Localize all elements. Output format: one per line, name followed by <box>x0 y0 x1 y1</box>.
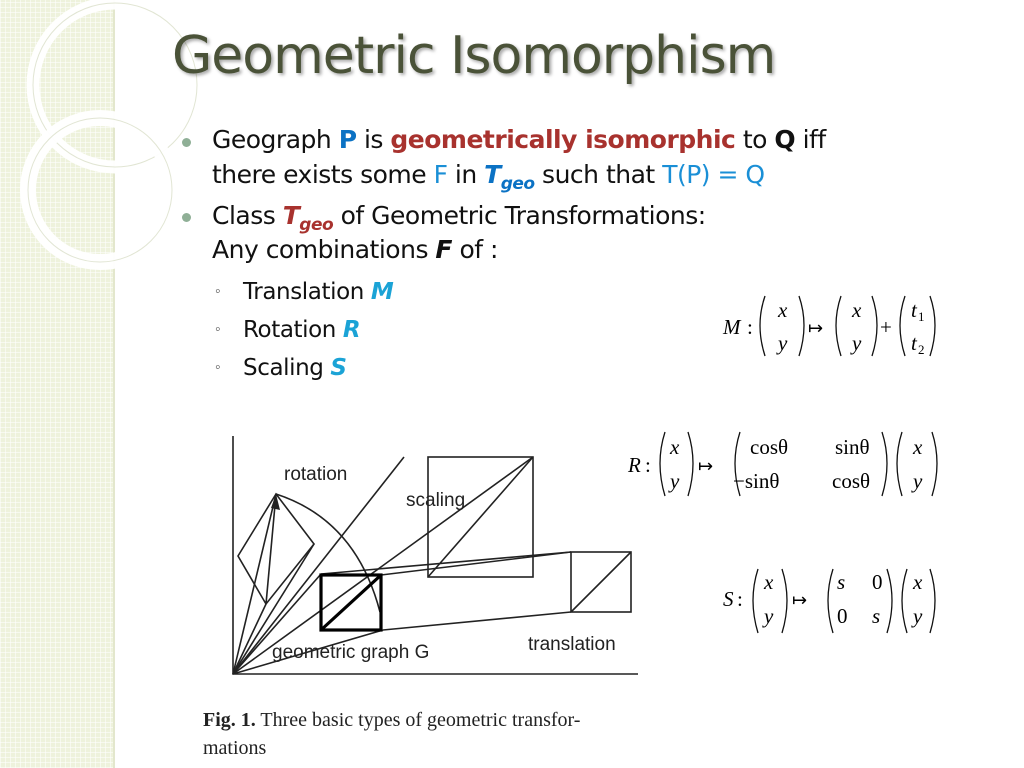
scaling-formula <box>717 565 945 637</box>
r-name: R <box>628 453 641 477</box>
y: y <box>764 604 774 628</box>
s: s <box>837 570 846 594</box>
bullet-2-line-1 <box>212 201 706 235</box>
t: t <box>911 331 917 355</box>
symbol-p: P <box>338 125 357 154</box>
geometrically-isomorphic-term: geometrically isomorphic <box>390 125 736 154</box>
text: such that <box>534 160 663 189</box>
symbol-s: S <box>330 355 347 381</box>
m-name: M <box>723 315 741 339</box>
text: iff <box>795 125 826 154</box>
y: y <box>913 469 923 493</box>
sin-theta: sinθ <box>835 435 870 459</box>
symbol-q: Q <box>774 125 796 154</box>
colon: : <box>645 453 651 477</box>
zero: 0 <box>837 604 848 628</box>
graph-g-diagonal <box>321 575 381 630</box>
x: x <box>852 298 862 322</box>
rotated-diagonal <box>266 494 276 604</box>
bullet-1-line-1 <box>212 125 826 154</box>
text: of : <box>452 235 498 264</box>
sub-bullet-circle: ◦ <box>215 359 221 376</box>
slide-title: Geometric Isomorphism <box>172 26 776 86</box>
text: of Geometric Transformations: <box>333 201 706 230</box>
s-name: S <box>723 587 734 611</box>
zero: 0 <box>872 570 883 594</box>
colon: : <box>737 587 743 611</box>
label: Scaling <box>243 355 331 381</box>
rotated-square <box>238 494 314 604</box>
rotation-formula <box>620 428 945 500</box>
maps-to: ↦ <box>792 590 808 611</box>
maps-to: ↦ <box>698 456 714 477</box>
sub-item-translation <box>243 279 393 305</box>
translation-formula <box>715 292 945 362</box>
bullet-1-line-2 <box>212 160 765 194</box>
plus: + <box>880 315 892 339</box>
t: T <box>484 160 501 189</box>
sub: 1 <box>918 309 925 324</box>
y: y <box>670 469 680 493</box>
geo-subscript: geo <box>299 215 334 235</box>
cos-theta: cosθ <box>750 435 789 459</box>
geo-subscript: geo <box>500 174 535 194</box>
cos-theta: cosθ <box>832 469 871 493</box>
caption-line-2: mations <box>203 737 267 759</box>
neg-sin-theta: −sinθ <box>733 469 780 493</box>
translation-line <box>383 612 571 630</box>
sub: 2 <box>918 342 925 357</box>
label: Rotation <box>243 317 343 343</box>
translated-diagonal <box>571 552 631 612</box>
text: in <box>447 160 485 189</box>
rotation-label: rotation <box>284 464 348 485</box>
translation-line <box>381 552 571 575</box>
bullet-dot <box>182 138 191 147</box>
maps-to: ↦ <box>808 318 824 339</box>
label: Translation <box>243 279 371 305</box>
symbol-f: F <box>435 235 452 264</box>
sub-bullet-circle: ◦ <box>215 321 221 338</box>
x: x <box>764 570 774 594</box>
text: is <box>356 125 391 154</box>
sub-item-rotation <box>243 317 360 343</box>
symbol-r: R <box>342 317 361 343</box>
text: there exists some <box>212 160 434 189</box>
symbol-t-geo <box>484 160 535 194</box>
symbol-t-geo <box>282 201 334 235</box>
x: x <box>913 435 923 459</box>
t: t <box>911 298 917 322</box>
x: x <box>778 298 788 322</box>
figure-caption <box>203 706 673 762</box>
t: T <box>282 201 300 230</box>
geometric-graph-label: geometric graph G <box>272 642 430 663</box>
bullet-2-line-2 <box>212 235 498 264</box>
y: y <box>778 331 788 355</box>
translation-label: translation <box>528 634 616 655</box>
text: Class <box>212 201 283 230</box>
bullet-dot <box>182 213 191 222</box>
text: Geograph <box>212 125 339 154</box>
y: y <box>852 331 862 355</box>
colon: : <box>747 315 753 339</box>
geometric-transformations-figure <box>228 432 648 682</box>
scaling-label: scaling <box>406 490 466 511</box>
text: Any combinations <box>212 235 436 264</box>
caption-text: Three basic types of geometric transfor- <box>255 709 581 731</box>
s: s <box>872 604 881 628</box>
x: x <box>913 570 923 594</box>
y: y <box>913 604 923 628</box>
symbol-m: M <box>370 279 394 305</box>
text: to <box>735 125 775 154</box>
symbol-f: F <box>433 160 448 189</box>
sub-item-scaling <box>243 355 347 381</box>
t-of-p-equals-q: T(P) = Q <box>662 160 765 189</box>
decorative-rings <box>0 0 200 320</box>
sub-bullet-circle: ◦ <box>215 283 221 300</box>
x: x <box>670 435 680 459</box>
caption-fig: Fig. 1. <box>203 709 256 731</box>
